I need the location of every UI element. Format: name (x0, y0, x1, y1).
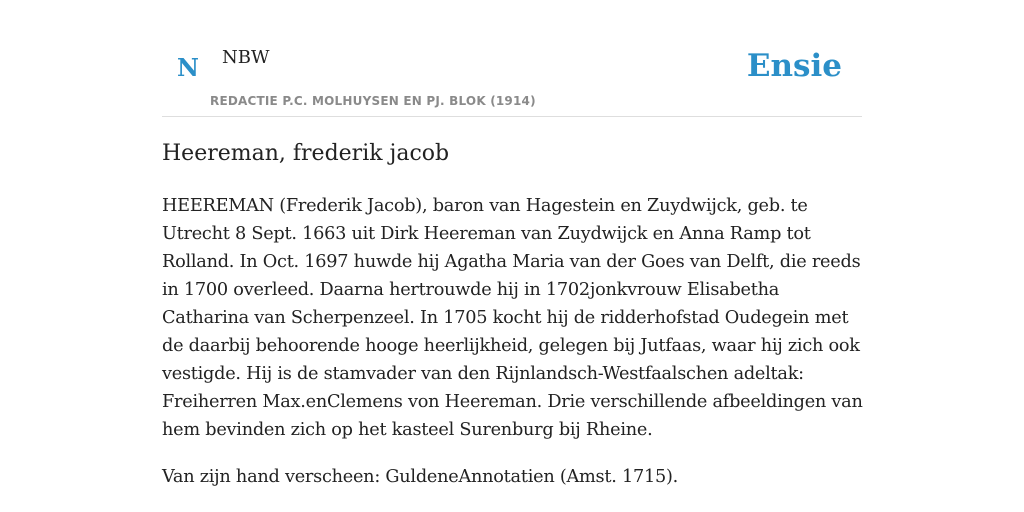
article-paragraph: HEEREMAN (Frederik Jacob), baron van Hagestein en Zuydwijck, geb. te Utrecht 8 Sept. 1663 uit Dirk Heereman van Zuydwijck en Anna Ramp tot Rolland. In Oct. 1697 huwde hij Agatha Maria van der Goes van Delft, die reeds in 1700 overleed. Daarna hertrouwde hij in 1702jonkvrouw Elisabetha Catharina van Scherpenzeel. In 1705 kocht hij de ridderhofstad Oudegein met de daarbij behoorende hooge heerlijkheid, gelegen bij Jutfaas, waar hij zich ook vestigde. Hij is de stamvader van den Rijnlandsch-Westfaalschen adeltak: Freiherren Max.enClemens von Heereman. Drie verschillende afbeeldingen van hem bevinden zich op het kasteel Surenburg bij Rheine. (162, 196, 863, 440)
article-paragraph: Van zijn hand verscheen: GuldeneAnnotatien (Amst. 1715). (162, 467, 678, 487)
ensie-logo-link[interactable]: Ensie (746, 48, 842, 84)
article-title: Heereman, frederik jacob (162, 141, 450, 166)
article-body (162, 192, 868, 510)
header (162, 0, 862, 117)
nbw-logo[interactable]: N (177, 53, 199, 82)
work-title[interactable]: NBW (222, 47, 270, 68)
edition-subtitle: REDACTIE P.C. MOLHUYSEN EN PJ. BLOK (1914) (210, 94, 536, 108)
